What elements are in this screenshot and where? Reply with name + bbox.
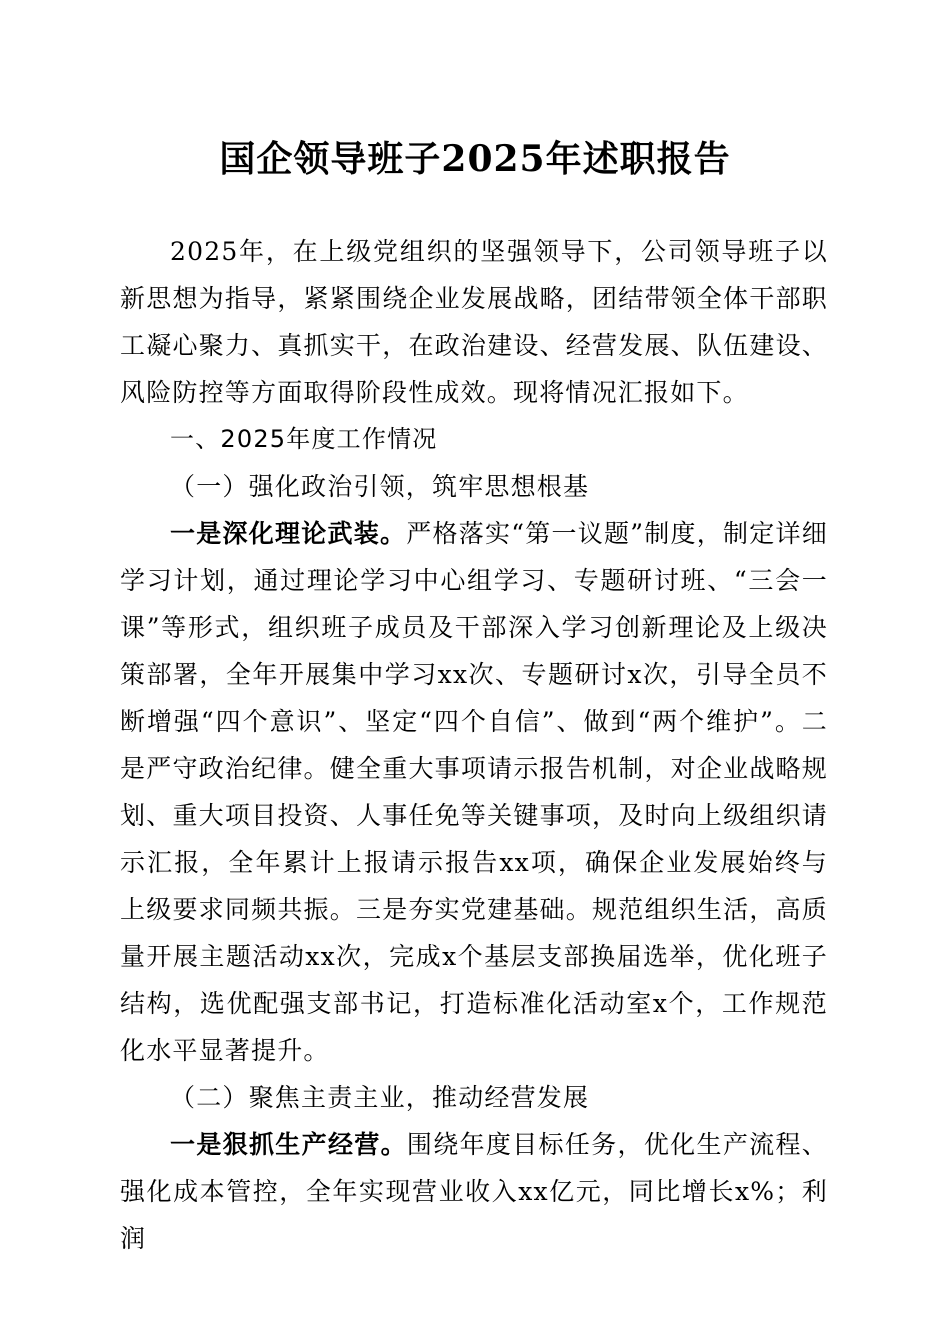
document-title: 国企领导班子2025年述职报告: [219, 138, 731, 180]
point-lead-4: 一是狠抓生产经营。: [170, 1130, 407, 1159]
point-text-4: 围绕年度目标任务，优化生产流程、强化成本管控，全年实现营业收入xx亿元，同比增长x%；利润: [120, 1130, 828, 1253]
document-body: [120, 228, 828, 1262]
point-text-2: 健全重大事项请示报告机制，对企业战略规划、重大项目投资、人事任免等关键事项，及时向上级组织请示汇报，全年累计上报请示报告xx项，确保企业发展始终与上级要求同频共振。: [120, 754, 828, 924]
point-text-1: 严格落实“第一议题”制度，制定详细学习计划，通过理论学习中心组学习、专题研讨班、“三会一课”等形式，组织班子成员及干部深入学习创新理论及上级决策部署，全年开展集中学习xx次、专题研讨x次，引导全员不断增强“四个意识”、坚定“四个自信”、做到“两个维护”。: [120, 519, 828, 736]
subsection-heading-2: （二）聚焦主责主业，推动经营发展: [170, 1083, 590, 1112]
point-lead-3: 三是夯实党建基础。: [356, 895, 592, 924]
intro-paragraph: 2025年，在上级党组织的坚强领导下，公司领导班子以新思想为指导，紧紧围绕企业发展战略，团结带领全体干部职工凝心聚力、真抓实干，在政治建设、经营发展、队伍建设、风险防控等方面取得阶段性成效。现将情况汇报如下。: [120, 237, 828, 407]
section-heading: 一、2025年度工作情况: [170, 425, 438, 453]
subsection-heading-1: （一）强化政治引领，筑牢思想根基: [170, 472, 590, 501]
paragraph-political-guidance: [120, 510, 828, 1074]
point-lead-2: 二是严守政治纪律。: [120, 707, 828, 783]
point-lead-1: 一是深化理论武装。: [170, 519, 407, 548]
paragraph-business-development: [120, 1121, 828, 1262]
point-text-3: 规范组织生活，高质量开展主题活动xx次，完成x个基层支部换届选举，优化班子结构，选优配强支部书记，打造标准化活动室x个，工作规范化水平显著提升。: [120, 895, 828, 1065]
